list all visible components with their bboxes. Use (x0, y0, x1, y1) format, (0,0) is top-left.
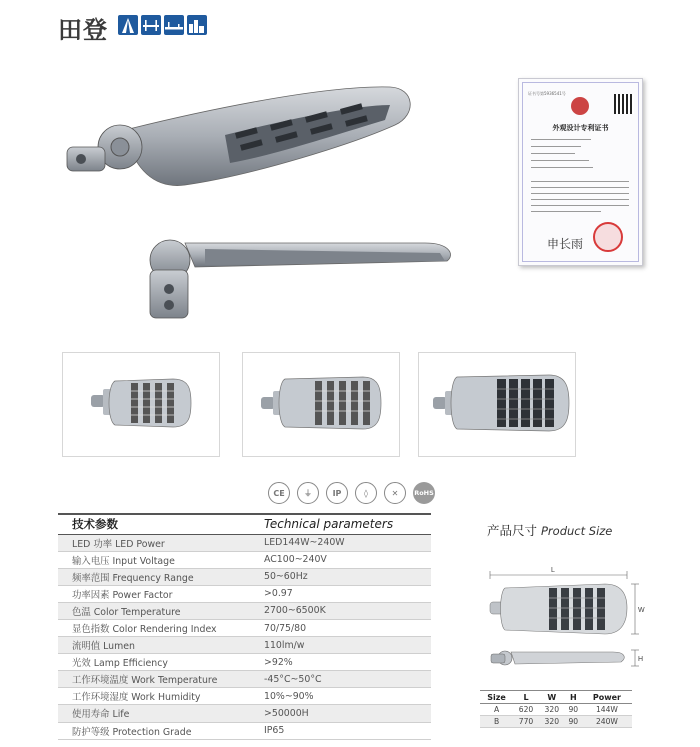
rohs-mark-icon: RoHS (413, 482, 435, 504)
highway-icon (164, 15, 184, 35)
size-cell: 320 (539, 716, 565, 728)
product-size-title-en: Product Size (541, 524, 613, 538)
size-cell: 620 (513, 704, 539, 716)
spec-value: AC100~240V (264, 551, 431, 568)
spec-row (58, 602, 431, 619)
size-cell: B (480, 716, 513, 728)
cert-text-line (531, 146, 581, 147)
spec-row (58, 551, 431, 568)
spec-row (58, 534, 431, 551)
no-mercury-mark-icon: ✕ (384, 482, 406, 504)
product-size-title (487, 521, 612, 539)
spec-label: 光效 Lamp Efficiency (58, 654, 264, 671)
city-icon (187, 15, 207, 35)
spec-label: 频率范围 Frequency Range (58, 568, 264, 585)
dim-length-label: L (551, 567, 555, 574)
size-cell: 240W (582, 716, 632, 728)
certification-marks (268, 482, 435, 504)
spec-table-header (58, 514, 431, 534)
dim-width-label: W (638, 607, 645, 614)
spec-value: >92% (264, 654, 431, 671)
cert-text-line (531, 199, 629, 200)
spec-row (58, 688, 431, 705)
size-cell: 770 (513, 716, 539, 728)
cert-text-line (531, 160, 589, 161)
size-column-header: L (513, 691, 539, 704)
cert-text-line (531, 187, 629, 188)
spec-label: LED 功率 LED Power (58, 534, 264, 551)
spec-label: 色温 Color Temperature (58, 602, 264, 619)
spec-label: 使用寿命 Life (58, 705, 264, 722)
spec-row (58, 722, 431, 739)
safety-mark-icon: ⏚ (297, 482, 319, 504)
size-row (480, 704, 632, 716)
spec-row (58, 585, 431, 602)
cert-text-line (531, 153, 575, 154)
patent-certificate (518, 78, 643, 266)
spec-row (58, 705, 431, 722)
spec-header-cn: 技术参数 (58, 514, 264, 534)
spec-value: LED144W~240W (264, 534, 431, 551)
ce-mark-icon: CE (268, 482, 290, 504)
cert-text-line (531, 211, 601, 212)
bridge-icon (141, 15, 161, 35)
spec-value: 110lm/w (264, 637, 431, 654)
spec-label: 流明值 Lumen (58, 637, 264, 654)
spec-label: 显色指数 Color Rendering Index (58, 619, 264, 636)
size-column-header: Size (480, 691, 513, 704)
spec-row (58, 637, 431, 654)
spec-table (58, 513, 431, 740)
size-cell: 90 (565, 716, 582, 728)
spec-value: 50~60Hz (264, 568, 431, 585)
spec-row (58, 654, 431, 671)
spec-header-en: Technical parameters (264, 514, 431, 534)
lamp-angled-view (67, 87, 410, 186)
size-cell: 144W (582, 704, 632, 716)
certificate-emblem-icon (571, 97, 589, 115)
spec-label: 功率因素 Power Factor (58, 585, 264, 602)
qr-code-icon (614, 94, 634, 114)
thumbnail-medium-model (242, 352, 400, 457)
spec-value: 10%~90% (264, 688, 431, 705)
spec-label: 工作环境温度 Work Temperature (58, 671, 264, 688)
spec-label: 输入电压 Input Voltage (58, 551, 264, 568)
size-cell: 320 (539, 704, 565, 716)
dimension-drawing (485, 560, 645, 675)
size-cell: 90 (565, 704, 582, 716)
product-size-title-cn: 产品尺寸 (487, 523, 538, 538)
spec-row (58, 619, 431, 636)
ip-rating-mark-icon: IP (326, 482, 348, 504)
lamp-side-view (150, 240, 451, 318)
thumbnail-small-model (62, 352, 220, 457)
spec-value: -45°C~50°C (264, 671, 431, 688)
cert-text-line (531, 193, 629, 194)
cert-text-line (531, 205, 629, 206)
road-icon (118, 15, 138, 35)
certificate-title: 外观设计专利证书 (552, 124, 609, 132)
spec-row (58, 568, 431, 585)
spec-value: >0.97 (264, 585, 431, 602)
spec-label: 工作环境湿度 Work Humidity (58, 688, 264, 705)
certificate-signature: 申长雨 (547, 237, 584, 251)
cert-text-line (531, 139, 591, 140)
dim-height-label: H (638, 656, 644, 663)
size-column-header: W (539, 691, 565, 704)
size-column-header: Power (582, 691, 632, 704)
size-table (480, 690, 632, 728)
spec-label: 防护等级 Protection Grade (58, 722, 264, 739)
size-cell: A (480, 704, 513, 716)
spec-row (58, 671, 431, 688)
scene-icons (118, 15, 207, 35)
spec-value: IP65 (264, 722, 431, 739)
size-column-header: H (565, 691, 582, 704)
cert-text-line (531, 181, 629, 182)
waterproof-mark-icon: ◊ (355, 482, 377, 504)
spec-value: >50000H (264, 705, 431, 722)
product-render (55, 75, 475, 335)
size-row (480, 716, 632, 728)
certificate-number: 证书号第5936541号 (528, 91, 566, 96)
certificate-seal-icon (593, 222, 623, 252)
size-table-header (480, 691, 632, 704)
spec-value: 2700~6500K (264, 602, 431, 619)
cert-text-line (531, 167, 593, 168)
thumbnail-large-model (418, 352, 576, 457)
spec-value: 70/75/80 (264, 619, 431, 636)
page-title: 田登 (58, 16, 108, 44)
